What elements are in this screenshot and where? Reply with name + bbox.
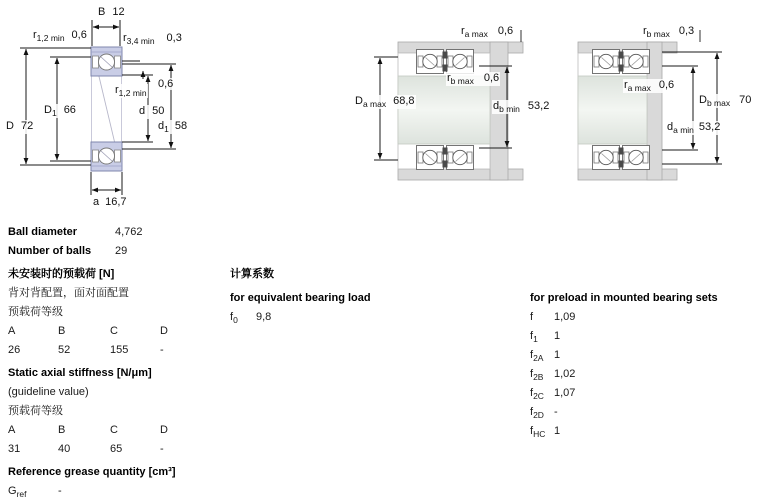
number-of-balls-row: [8, 242, 223, 261]
factor-value: 1: [554, 425, 561, 437]
dim-db-min-label: $d_{b min}$ 53,2: [493, 100, 550, 115]
factor-symbol: $f_{2B}$: [530, 368, 544, 383]
factor-row: [530, 308, 755, 327]
dim-r34-label: $r_{3,4 min}$ 0,3: [123, 32, 182, 47]
preload-b: 52: [58, 344, 71, 356]
dim-D-label: D 72: [6, 120, 34, 132]
col-b: B: [58, 325, 66, 337]
factor-symbol: $f_1$: [530, 330, 538, 345]
preload-c: 155: [110, 344, 129, 356]
stiffness-d: -: [160, 443, 164, 455]
factor-symbol: $f_{2A}$: [530, 349, 544, 364]
calc-factors-column: [230, 265, 520, 327]
factor-row: [530, 422, 755, 441]
dim-r12-inner-value: 0,6: [158, 78, 174, 90]
dim-d1-label: $d_1$ 58: [158, 120, 188, 135]
grease-value: -: [58, 485, 62, 497]
stiffness-subtitle: (guideline value): [8, 386, 89, 398]
preload-d: -: [160, 344, 164, 356]
f0-row: [230, 308, 520, 327]
preload-section-title: 未安装时的预载荷 [N]: [8, 268, 115, 280]
factor-row: [530, 346, 755, 365]
col-c: C: [110, 424, 118, 436]
dim-rb-max-label-3: $r_{b max}$ 0,3: [643, 25, 695, 40]
dim-r12-label: $r_{1,2 min}$ 0,6: [33, 29, 87, 44]
factor-value: 1: [554, 349, 561, 361]
grease-row: [8, 482, 223, 501]
calc-factors-title: 计算系数: [230, 268, 274, 280]
dim-Da-max-label: $D_{a max}$ 68,8: [355, 95, 415, 110]
factor-value: 1,07: [554, 387, 576, 399]
factor-value: -: [554, 406, 558, 418]
factor-value: 1: [554, 330, 561, 342]
dim-rb-max-label-2: $r_{b max}$ 0,6: [447, 72, 500, 87]
factor-row: [530, 403, 755, 422]
col-c: C: [110, 325, 118, 337]
f0-symbol: $f_0$: [230, 311, 238, 326]
factor-row: [530, 384, 755, 403]
dim-ra-max-label-3: $r_{a max}$ 0,6: [624, 79, 675, 94]
factor-symbol: f: [530, 311, 534, 323]
ball-diameter-label: Ball diameter: [8, 226, 78, 238]
preload-arrangement: 背对背配置，面对面配置: [8, 287, 129, 299]
factor-value: 1,02: [554, 368, 576, 380]
dim-a-label: a 16,7: [93, 196, 127, 208]
stiffness-section-title: Static axial stiffness [N/μm]: [8, 367, 152, 379]
preload-values-row: [8, 341, 223, 360]
dim-D1-label: $D_1$ 66: [44, 104, 76, 119]
dim-Db-max-label: $D_{b max}$ 70: [699, 94, 752, 109]
factor-symbol: $f_{HC}$: [530, 425, 546, 440]
dim-ra-max-label-2: $r_{a max}$ 0,6: [461, 25, 514, 40]
ball-diameter-value: 4,762: [115, 226, 143, 238]
stiffness-b: 40: [58, 443, 71, 455]
preload-class-label: 预载荷等级: [8, 306, 63, 318]
col-b: B: [58, 424, 66, 436]
preload-class-header: [8, 322, 223, 341]
f0-value: 9,8: [256, 311, 272, 323]
stiffness-values-row: [8, 440, 223, 459]
preload-a: 26: [8, 344, 21, 356]
stiffness-c: 65: [110, 443, 123, 455]
preload-factors-title: for preload in mounted bearing sets: [530, 292, 718, 304]
factor-row: [530, 365, 755, 384]
dim-da-min-label: $d_{a min}$ 53,2: [667, 121, 721, 136]
dim-b-label: B 12: [98, 6, 125, 18]
factor-symbol: $f_{2C}$: [530, 387, 544, 402]
equivalent-load-title: for equivalent bearing load: [230, 292, 371, 304]
spec-column: [8, 223, 223, 501]
factor-row: [530, 327, 755, 346]
col-a: A: [8, 325, 16, 337]
factor-value: 1,09: [554, 311, 576, 323]
grease-section-title: Reference grease quantity [cm³]: [8, 466, 176, 478]
grease-symbol: $G_{ref}$: [8, 485, 27, 500]
ball-diameter-row: [8, 223, 223, 242]
number-of-balls-value: 29: [115, 245, 128, 257]
stiffness-a: 31: [8, 443, 21, 455]
dim-d-label: d 50: [139, 105, 165, 117]
col-a: A: [8, 424, 16, 436]
stiffness-class-label: 预载荷等级: [8, 405, 63, 417]
preload-factors-column: [530, 289, 755, 441]
col-d: D: [160, 325, 168, 337]
dim-r12-inner-label: $r_{1,2 min}$: [115, 84, 147, 99]
col-d: D: [160, 424, 168, 436]
number-of-balls-label: Number of balls: [8, 245, 92, 257]
factor-symbol: $f_{2D}$: [530, 406, 544, 421]
stiffness-class-header: [8, 421, 223, 440]
